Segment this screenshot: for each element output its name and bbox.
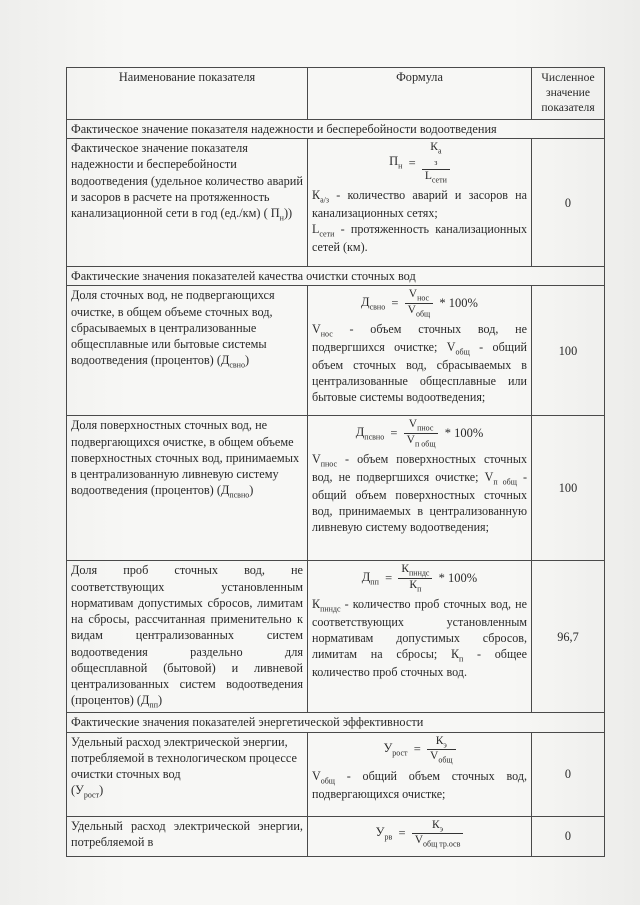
section-row [67, 267, 605, 286]
formula-fraction [427, 735, 456, 765]
table-row [67, 816, 605, 856]
indicator-name-cell [67, 816, 308, 856]
formula: $Д_{пп}$ = $\frac{К_{пнндс}}{К_п}$ * 100% [361, 563, 478, 594]
header-formula: Формула [308, 68, 532, 120]
indicator-value: 0 [532, 732, 605, 816]
formula-numerator: К [430, 141, 438, 154]
formula-fraction [404, 418, 439, 448]
section-treatment: Фактические значения показателей качества очистки сточных вод [67, 267, 605, 286]
formula-lhs-sub: пп [370, 577, 379, 587]
indicator-name-sub: пп [149, 700, 158, 710]
indicator-name-end: ) [99, 783, 104, 798]
formula-multiplier: * 100% [444, 426, 484, 441]
formula-denominator-sub: общ тр.осв [423, 839, 461, 849]
indicator-name: Доля проб сточных вод, не соответствующих установленным нормативам допустимых сбросов, лимитам на сбросы, рассчитанная применительно к видам централизованных систем водоотведения раздельно для общесплавной (бытовой) и ливневой централизованных систем водоотведения (процентов) (Д [71, 563, 303, 708]
section-row [67, 713, 605, 732]
formula-description: $К_{пнндс}$ - количество проб сточных вод, не соответствующих установленным нормативам допустимых сбросов, лимитам на сбросы; $К_п$ - общее количество проб сточных вод. [312, 597, 527, 680]
formula-cell [308, 732, 532, 816]
formula-cell [308, 286, 532, 416]
formula: $Д_{свно}$ = $\frac{V_{нос}}{V_{общ}}$ * 100% [361, 288, 478, 319]
formula-denominator-sub: общ [438, 755, 453, 765]
formula-numerator-sub: пнос [417, 423, 434, 433]
formula-denominator: V [407, 303, 416, 316]
formula-cell [308, 139, 532, 267]
header-value: Численное значение показателя [532, 68, 605, 120]
formula-denominator-sub: п [417, 584, 422, 594]
formula-description: $V_{пнос}$ - объем поверхностных сточных вод, не подвергшихся очистке; $V_{п общ}$ - общий объем поверхностных сточных вод, принимаемых в централизованную ливневую систему водоотведения; [312, 452, 527, 535]
indicator-name-sub: рост [83, 790, 100, 800]
table-row [67, 561, 605, 713]
formula-description: $К_{а/з}$ - количество аварий и засоров на канализационных сетях; $L_{сети}$ - протяженность канализационных сетей (км). [312, 188, 527, 255]
formula-lhs-sub: рв [384, 832, 393, 842]
indicator-name: Удельный расход электрической энергии, потребляемой в [71, 818, 303, 849]
section-reliability: Фактическое значение показателя надежности и бесперебойности водоотведения [67, 120, 605, 139]
indicator-name-end: )) [283, 206, 293, 221]
formula-lhs: Д [361, 294, 370, 309]
indicator-name-sub: псвно [229, 490, 250, 500]
formula: $У_{рв}$ = $\frac{К_э}{V_{общ тр.осв}}$ [312, 819, 527, 849]
formula-denominator: L [424, 169, 432, 182]
formula-denominator-sub: сети [431, 175, 447, 185]
formula-denominator: V [430, 750, 439, 763]
formula-cell [308, 561, 532, 713]
formula-lhs: Д [355, 424, 365, 439]
formula-denominator: V [414, 834, 424, 847]
formula-cell [308, 816, 532, 856]
table-row [67, 139, 605, 267]
table-row [67, 286, 605, 416]
section-row [67, 120, 605, 139]
formula-numerator: К [401, 563, 409, 576]
table-row [67, 416, 605, 561]
formula-multiplier: * 100% [439, 296, 478, 311]
indicator-value: 100 [532, 416, 605, 561]
formula-numerator-sub: а [437, 146, 442, 156]
formula-numerator-sub2: з [434, 157, 438, 167]
indicator-name: Доля поверхностных сточных вод, не подвергающихся очистке, в общем объеме поверхностных сточных вод, принимаемых в централизованную ливневую систему водоотведения (процентов) (Д [71, 418, 300, 498]
indicator-name-line2: (У [71, 783, 84, 798]
indicators-table [66, 67, 605, 857]
formula-description: $V_{общ}$ - общий объем сточных вод, подвергающихся очистке; [312, 768, 527, 801]
formula-cell [308, 416, 532, 561]
formula-denominator: К [409, 578, 418, 591]
table-header-row [67, 68, 605, 120]
indicator-name-cell [67, 561, 308, 713]
indicator-name-cell [67, 416, 308, 561]
formula-fraction [398, 563, 432, 593]
formula-lhs: У [383, 741, 393, 756]
formula-numerator: V [408, 418, 418, 431]
formula-numerator: К [435, 734, 444, 747]
formula-lhs-sub: рост [392, 748, 408, 758]
section-energy: Фактические значения показателей энергетической эффективности [67, 713, 605, 732]
indicator-name-sub: свно [229, 360, 245, 370]
formula: $У_{рост}$ = $\frac{К_э}{V_{общ}}$ [312, 735, 527, 765]
indicator-value: 96,7 [532, 561, 605, 713]
indicator-name-cell [67, 286, 308, 416]
formula-fraction [422, 141, 450, 184]
formula: $П_н$ = $К_а$ з $L_{сети}$ [312, 141, 527, 184]
formula-lhs: У [375, 825, 385, 840]
indicator-name-end: ) [244, 353, 250, 368]
indicator-name-end: ) [157, 693, 163, 708]
formula-fraction [412, 819, 464, 849]
formula-numerator-sub: э [439, 823, 444, 833]
indicator-name-cell [67, 732, 308, 816]
table-row [67, 732, 605, 816]
formula-numerator-sub: э [443, 739, 447, 749]
formula-numerator-sub: пнндс [409, 568, 430, 578]
header-name: Наименование показателя [67, 68, 308, 120]
formula-numerator-sub: нос [417, 293, 430, 303]
formula-lhs-sub: н [398, 161, 403, 171]
formula: $Д_{псвно}$ = $\frac{V_{пнос}}{V_{п общ}}$ * 100% [355, 418, 484, 449]
formula-denominator-sub: п общ [414, 439, 436, 449]
formula-lhs: Д [361, 569, 371, 584]
formula-lhs-sub: псвно [364, 432, 385, 442]
indicator-name-end: ) [249, 483, 254, 498]
formula-fraction [405, 288, 434, 318]
formula-denominator-sub: общ [415, 309, 431, 319]
formula-numerator: К [432, 818, 440, 831]
formula-denominator: V [406, 433, 415, 446]
indicator-name: Доля сточных вод, не подвергающихся очистке, в общем объеме сточных вод, сбрасываемых в централизованные общесплавные или бытовые системы водоотведения (процентов) (Д [71, 288, 275, 368]
indicator-value: 100 [532, 286, 605, 416]
formula-description: $V_{нос}$ - объем сточных вод, не подвергшихся очистке; $V_{общ}$ - общий объем сточных вод, сбрасываемых в централизованные общесплавные или бытовые системы водоотведения; [312, 322, 528, 405]
formula-multiplier: * 100% [438, 571, 478, 586]
indicator-name-sub: н [279, 213, 284, 223]
formula-numerator: V [408, 288, 418, 301]
formula-lhs-sub: свно [369, 302, 386, 312]
formula-lhs: П [389, 154, 399, 169]
indicator-name: Фактическое значение показателя надежности и бесперебойности водоотведения (удельное количество аварий и засоров в расчете на протяженность канализационной сети в год (ед./км) ( П [71, 141, 303, 221]
indicator-name-cell [67, 139, 308, 267]
indicator-value: 0 [532, 139, 605, 267]
indicator-value: 0 [532, 816, 605, 856]
indicator-name: Удельный расход электрической энергии, потребляемой в технологическом процессе очистки сточных вод [71, 734, 297, 782]
